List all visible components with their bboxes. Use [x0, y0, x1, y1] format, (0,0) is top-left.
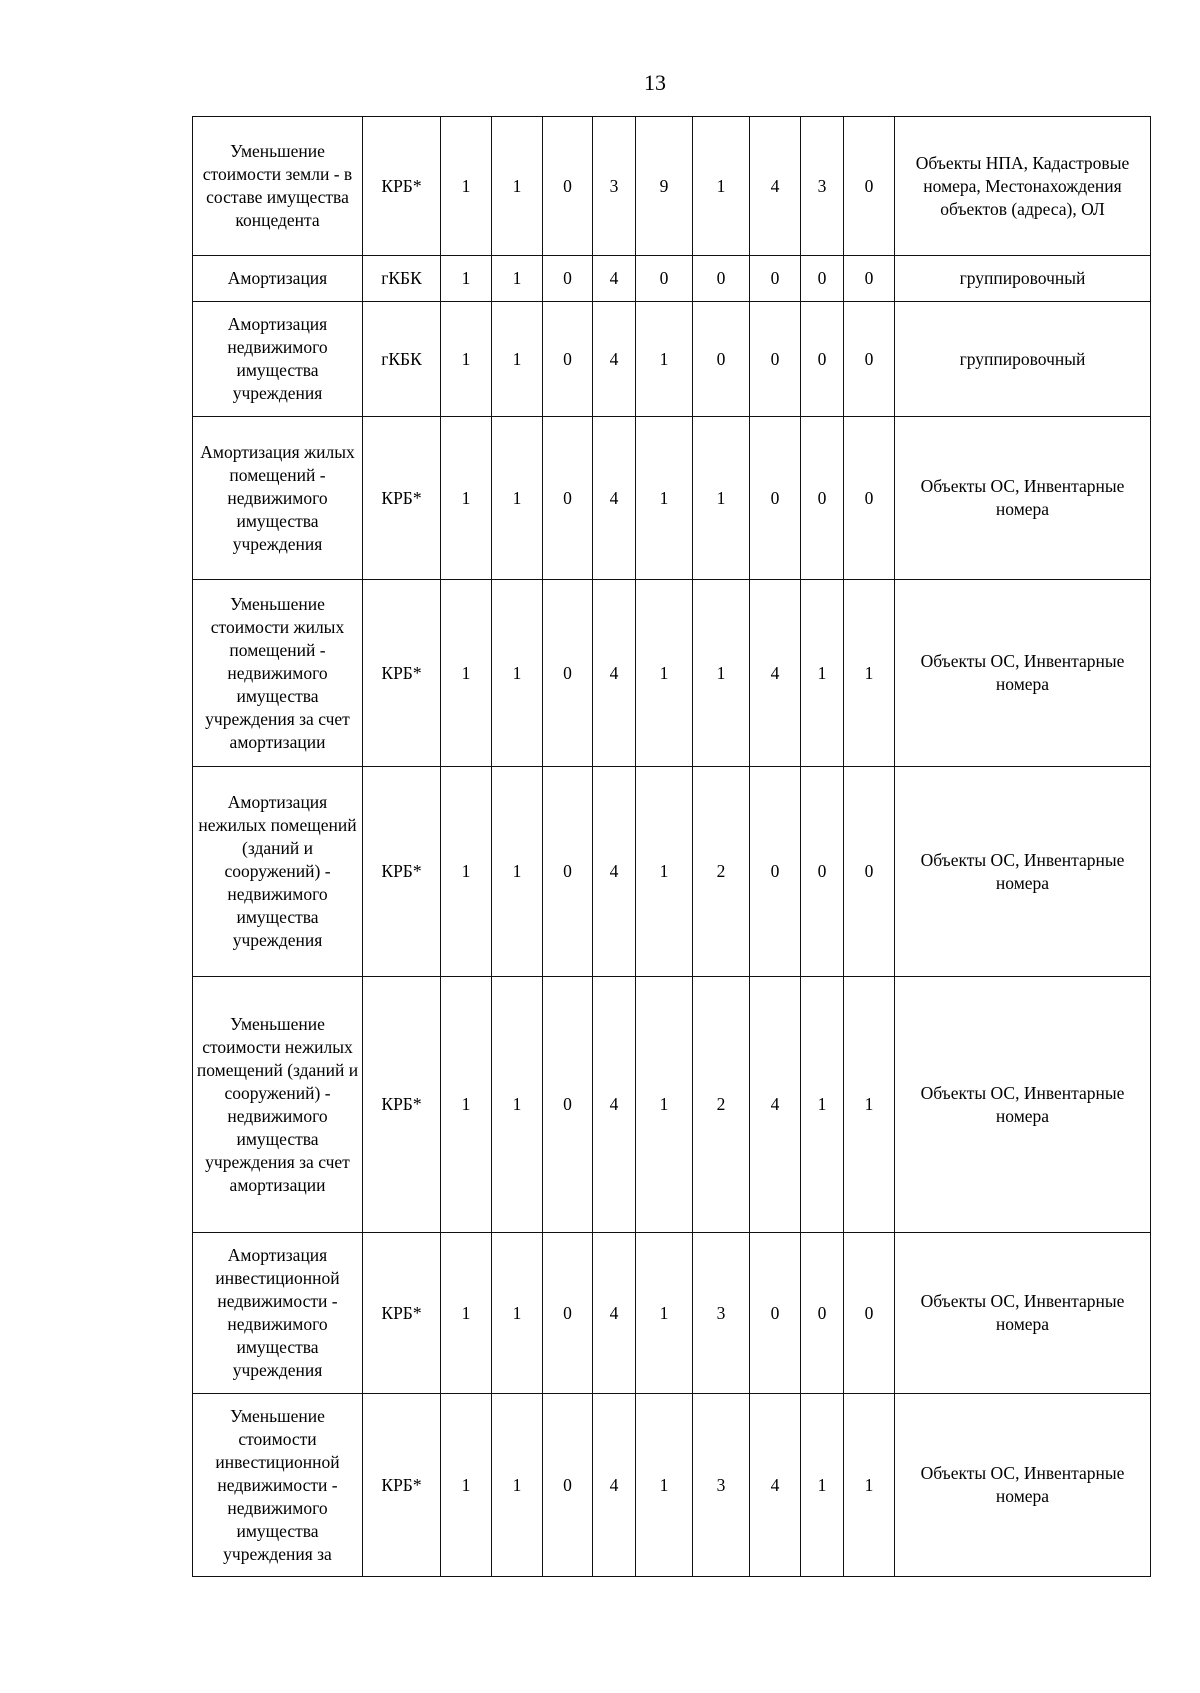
account-digit-cell: 1 [441, 977, 492, 1233]
account-digit-cell: 1 [441, 117, 492, 256]
table-row [193, 1394, 1151, 1577]
analytics-description-cell: Объекты ОС, Инвентарные номера [895, 977, 1151, 1233]
table-row [193, 256, 1151, 302]
table-row [193, 117, 1151, 256]
account-digit-cell: 3 [693, 1233, 750, 1394]
account-digit-cell: 0 [543, 417, 593, 580]
account-digit-cell: 1 [636, 1394, 693, 1577]
account-digit-cell: 1 [441, 417, 492, 580]
account-digit-cell: 1 [492, 417, 543, 580]
account-digit-cell: 1 [636, 767, 693, 977]
account-digit-cell: 0 [801, 767, 844, 977]
account-digit-cell: 1 [492, 256, 543, 302]
account-digit-cell: 1 [636, 977, 693, 1233]
account-digit-cell: 0 [844, 417, 895, 580]
account-digit-cell: 1 [636, 1233, 693, 1394]
code-type-cell: КРБ* [363, 977, 441, 1233]
account-digit-cell: 1 [492, 1394, 543, 1577]
account-digit-cell: 0 [750, 302, 801, 417]
table-row [193, 977, 1151, 1233]
code-type-cell: КРБ* [363, 580, 441, 767]
account-digit-cell: 1 [636, 302, 693, 417]
account-digit-cell: 1 [636, 580, 693, 767]
page-number: 13 [644, 70, 666, 95]
account-digit-cell: 0 [543, 256, 593, 302]
account-digit-cell: 0 [844, 302, 895, 417]
account-digit-cell: 1 [693, 580, 750, 767]
account-digit-cell: 3 [801, 117, 844, 256]
account-digit-cell: 4 [593, 1233, 636, 1394]
account-digit-cell: 0 [693, 302, 750, 417]
account-digit-cell: 1 [492, 1233, 543, 1394]
account-name-cell: Уменьшение стоимости земли - в составе имущества концедента [193, 117, 363, 256]
analytics-description-cell: Объекты ОС, Инвентарные номера [895, 417, 1151, 580]
account-digit-cell: 1 [492, 117, 543, 256]
account-digit-cell: 1 [844, 1394, 895, 1577]
account-digit-cell: 1 [441, 767, 492, 977]
account-digit-cell: 0 [693, 256, 750, 302]
account-digit-cell: 0 [801, 1233, 844, 1394]
code-type-cell: КРБ* [363, 1394, 441, 1577]
account-digit-cell: 0 [543, 767, 593, 977]
analytics-description-cell: группировочный [895, 302, 1151, 417]
account-digit-cell: 1 [844, 580, 895, 767]
account-digit-cell: 1 [492, 767, 543, 977]
account-name-cell: Уменьшение стоимости жилых помещений - недвижимого имущества учреждения за счет амортизации [193, 580, 363, 767]
account-digit-cell: 0 [543, 580, 593, 767]
table-row [193, 302, 1151, 417]
account-name-cell: Амортизация нежилых помещений (зданий и сооружений) - недвижимого имущества учреждения [193, 767, 363, 977]
account-digit-cell: 4 [593, 1394, 636, 1577]
account-digit-cell: 1 [492, 302, 543, 417]
account-digit-cell: 0 [801, 302, 844, 417]
analytics-description-cell: Объекты НПА, Кадастровые номера, Местонахождения объектов (адреса), ОЛ [895, 117, 1151, 256]
account-digit-cell: 1 [801, 580, 844, 767]
account-digit-cell: 0 [844, 117, 895, 256]
account-digit-cell: 4 [593, 302, 636, 417]
account-digit-cell: 4 [750, 117, 801, 256]
account-digit-cell: 4 [593, 580, 636, 767]
account-digit-cell: 1 [801, 977, 844, 1233]
account-digit-cell: 9 [636, 117, 693, 256]
analytics-description-cell: Объекты ОС, Инвентарные номера [895, 1233, 1151, 1394]
account-digit-cell: 4 [750, 977, 801, 1233]
account-digit-cell: 4 [593, 256, 636, 302]
account-digit-cell: 4 [593, 417, 636, 580]
account-digit-cell: 0 [543, 1394, 593, 1577]
account-name-cell: Уменьшение стоимости нежилых помещений (зданий и сооружений) - недвижимого имущества учреждения за счет амортизации [193, 977, 363, 1233]
account-digit-cell: 3 [593, 117, 636, 256]
account-digit-cell: 0 [844, 767, 895, 977]
account-digit-cell: 0 [543, 977, 593, 1233]
table-row [193, 580, 1151, 767]
analytics-description-cell: Объекты ОС, Инвентарные номера [895, 767, 1151, 977]
account-digit-cell: 0 [543, 302, 593, 417]
account-name-cell: Амортизация недвижимого имущества учреждения [193, 302, 363, 417]
table-body [193, 117, 1151, 1577]
account-digit-cell: 0 [543, 1233, 593, 1394]
account-digit-cell: 1 [636, 417, 693, 580]
code-type-cell: КРБ* [363, 1233, 441, 1394]
account-digit-cell: 0 [636, 256, 693, 302]
account-digit-cell: 0 [750, 1233, 801, 1394]
account-digit-cell: 0 [844, 256, 895, 302]
account-digit-cell: 1 [693, 417, 750, 580]
code-type-cell: КРБ* [363, 417, 441, 580]
account-digit-cell: 2 [693, 767, 750, 977]
table-row [193, 767, 1151, 977]
account-digit-cell: 1 [441, 302, 492, 417]
table-row [193, 1233, 1151, 1394]
account-digit-cell: 1 [441, 580, 492, 767]
analytics-description-cell: группировочный [895, 256, 1151, 302]
code-type-cell: гКБК [363, 256, 441, 302]
account-digit-cell: 4 [593, 977, 636, 1233]
account-digit-cell: 1 [492, 580, 543, 767]
code-type-cell: КРБ* [363, 767, 441, 977]
account-digit-cell: 4 [593, 767, 636, 977]
account-digit-cell: 1 [801, 1394, 844, 1577]
account-digit-cell: 1 [441, 1233, 492, 1394]
analytics-description-cell: Объекты ОС, Инвентарные номера [895, 580, 1151, 767]
account-digit-cell: 0 [543, 117, 593, 256]
accounts-table [192, 116, 1151, 1577]
account-digit-cell: 1 [693, 117, 750, 256]
account-name-cell: Амортизация [193, 256, 363, 302]
account-digit-cell: 1 [441, 256, 492, 302]
account-digit-cell: 0 [750, 417, 801, 580]
account-digit-cell: 4 [750, 1394, 801, 1577]
code-type-cell: КРБ* [363, 117, 441, 256]
account-digit-cell: 0 [844, 1233, 895, 1394]
account-digit-cell: 0 [750, 256, 801, 302]
account-name-cell: Амортизация жилых помещений - недвижимого имущества учреждения [193, 417, 363, 580]
account-digit-cell: 1 [441, 1394, 492, 1577]
table-row [193, 417, 1151, 580]
account-digit-cell: 3 [693, 1394, 750, 1577]
account-digit-cell: 1 [844, 977, 895, 1233]
account-name-cell: Амортизация инвестиционной недвижимости - недвижимого имущества учреждения [193, 1233, 363, 1394]
analytics-description-cell: Объекты ОС, Инвентарные номера [895, 1394, 1151, 1577]
account-digit-cell: 2 [693, 977, 750, 1233]
code-type-cell: гКБК [363, 302, 441, 417]
account-digit-cell: 1 [492, 977, 543, 1233]
account-digit-cell: 4 [750, 580, 801, 767]
account-digit-cell: 0 [801, 256, 844, 302]
account-name-cell: Уменьшение стоимости инвестиционной недвижимости - недвижимого имущества учреждения за [193, 1394, 363, 1577]
account-digit-cell: 0 [750, 767, 801, 977]
account-digit-cell: 0 [801, 417, 844, 580]
